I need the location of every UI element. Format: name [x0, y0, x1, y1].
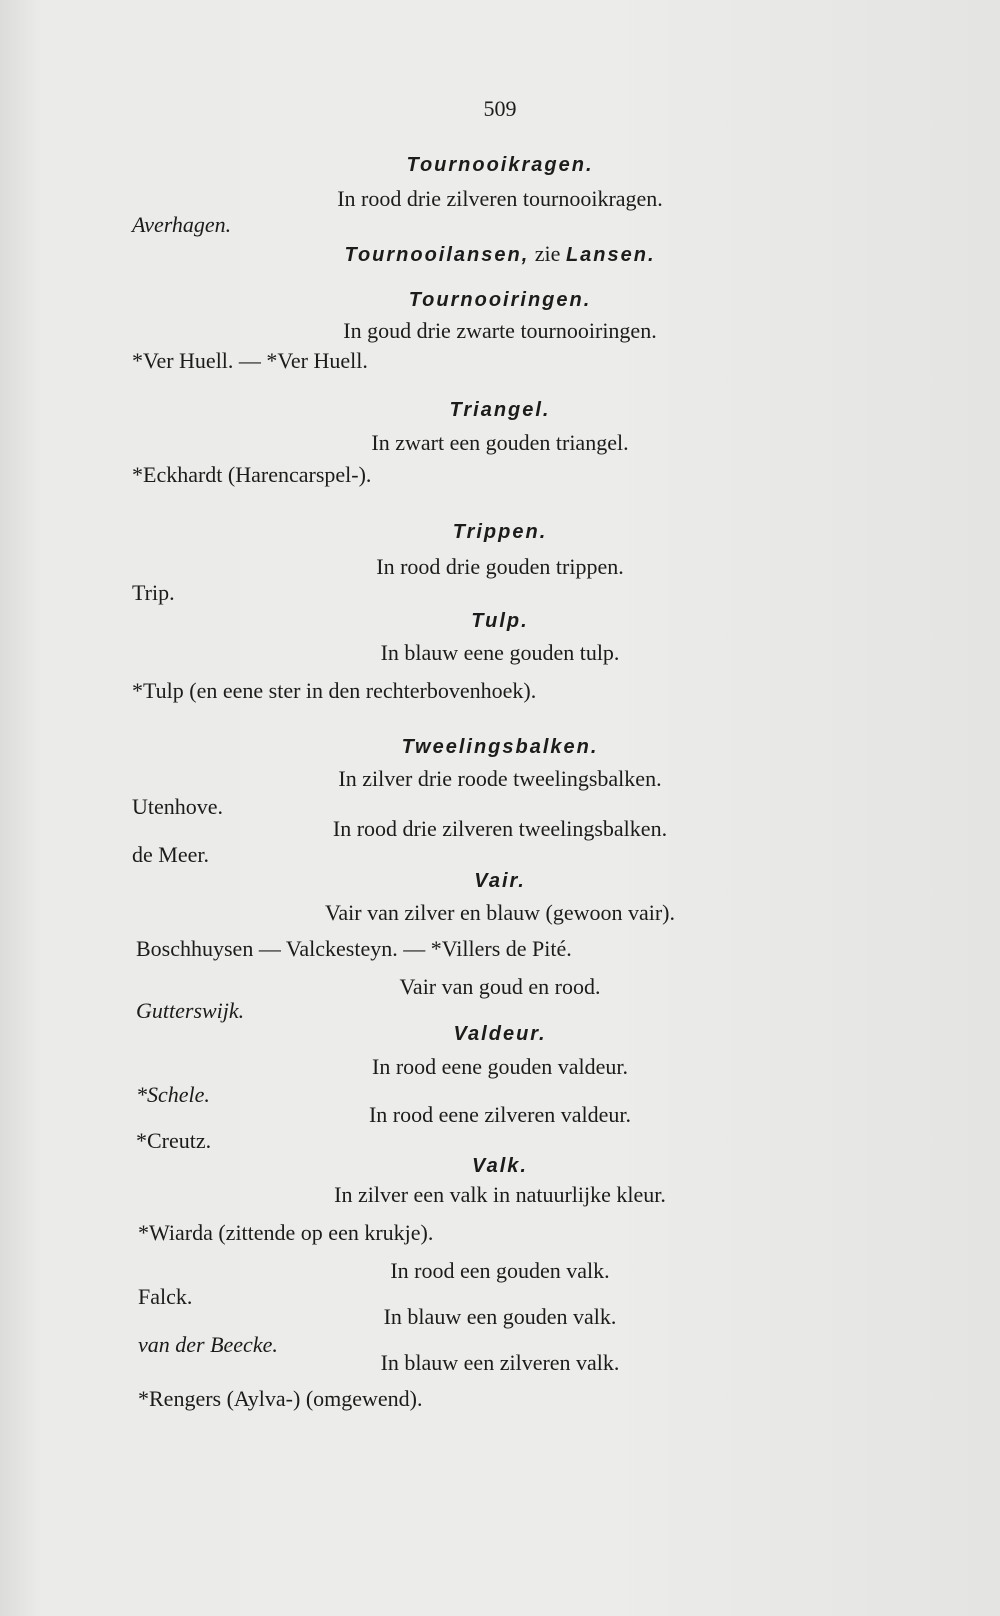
heading-tournooiringen: Tournooiringen. — [408, 289, 592, 311]
family-name: Averhagen. — [132, 212, 232, 237]
heading-triangel: Triangel. — [449, 399, 551, 421]
family-name: Trip. — [132, 580, 175, 605]
family-name: Gutterswijk. — [136, 998, 245, 1023]
blazon-line: In goud drie zwarte tournooiringen. — [343, 318, 657, 343]
family-name: *Eckhardt (Harencarspel-). — [132, 462, 372, 487]
heading-tournooilansen — [0, 243, 1000, 265]
blazon-line: Vair van goud en rood. — [399, 974, 601, 999]
family-name: *Tulp (en eene ster in den rechterbovenhoek). — [132, 678, 537, 703]
heading-trippen: Trippen. — [452, 521, 548, 543]
blazon-line: Vair van zilver en blauw (gewoon vair). — [324, 900, 676, 925]
family-name: *Rengers (Aylva-) (omgewend). — [138, 1386, 423, 1411]
blazon-line: In rood eene gouden valdeur. — [372, 1054, 628, 1079]
family-name: Falck. — [138, 1284, 193, 1309]
family-name: van der Beecke. — [138, 1332, 278, 1357]
blazon-line: In zilver een valk in natuurlijke kleur. — [334, 1182, 666, 1207]
heading-tournooikragen: Tournooikragen. — [406, 154, 594, 176]
cross-reference-word: zie — [534, 241, 561, 266]
cross-reference-target: Lansen. — [565, 244, 656, 266]
heading-valk: Valk. — [472, 1155, 528, 1177]
blazon-line: In rood eene zilveren valdeur. — [368, 1102, 632, 1127]
heading-term: Tournooilansen, — [344, 244, 530, 266]
heading-vair: Vair. — [474, 870, 526, 892]
blazon-line: In blauw eene gouden tulp. — [380, 640, 620, 665]
family-name: Utenhove. — [132, 794, 224, 819]
heading-tulp: Tulp. — [471, 610, 529, 632]
blazon-line: In zilver drie roode tweelingsbalken. — [338, 766, 662, 791]
blazon-line: In zwart een gouden triangel. — [371, 430, 629, 455]
heading-valdeur: Valdeur. — [453, 1023, 547, 1045]
heading-tweelingsbalken: Tweelingsbalken. — [401, 736, 599, 758]
family-name: *Ver Huell. — *Ver Huell. — [132, 348, 368, 373]
page-number: 509 — [483, 96, 517, 121]
family-name: Boschhuysen — Valckesteyn. — *Villers de Pité. — [136, 936, 572, 961]
blazon-line: In blauw een zilveren valk. — [380, 1350, 620, 1375]
blazon-line: In rood drie zilveren tweelingsbalken. — [332, 816, 668, 841]
blazon-line: In rood drie zilveren tournooikragen. — [337, 186, 663, 211]
blazon-line: In blauw een gouden valk. — [383, 1304, 617, 1329]
blazon-line: In rood drie gouden trippen. — [376, 554, 624, 579]
family-name: *Wiarda (zittende op een krukje). — [138, 1220, 434, 1245]
family-name: *Creutz. — [136, 1128, 212, 1153]
family-name: *Schele. — [136, 1082, 210, 1107]
blazon-line: In rood een gouden valk. — [390, 1258, 610, 1283]
family-name: de Meer. — [132, 842, 209, 867]
